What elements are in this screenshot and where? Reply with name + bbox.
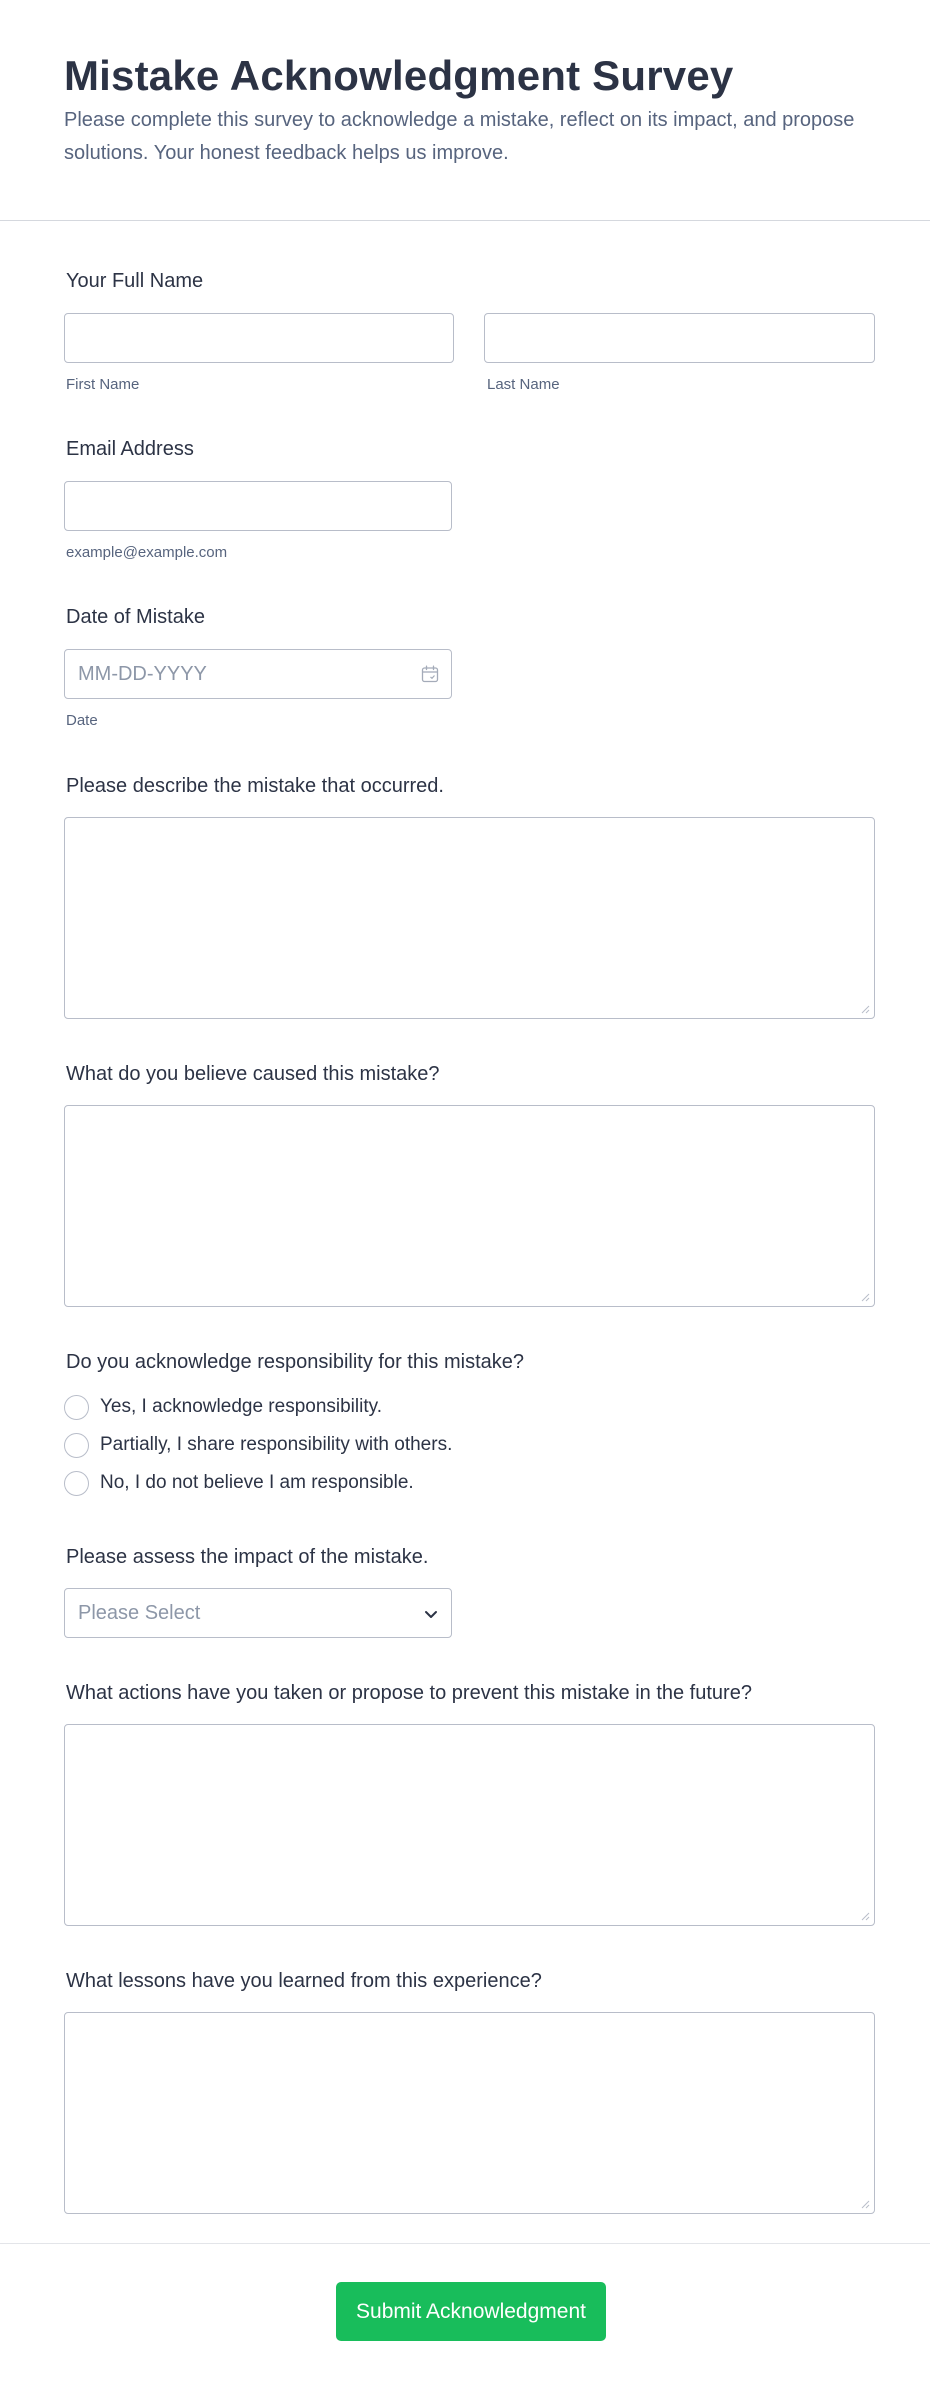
responsibility-label: Do you acknowledge responsibility for this mistake? [66, 1351, 524, 1373]
lessons-label: What lessons have you learned from this experience? [66, 1970, 542, 1992]
date-placeholder: MM-DD-YYYY [78, 663, 207, 685]
radio-button[interactable] [64, 1395, 89, 1420]
radio-option-label: No, I do not believe I am responsible. [100, 1472, 414, 1493]
last-name-sublabel: Last Name [487, 376, 560, 393]
first-name-sublabel: First Name [66, 376, 140, 393]
email-field[interactable] [64, 481, 452, 531]
radio-button[interactable] [64, 1471, 89, 1496]
actions-label: What actions have you taken or propose to prevent this mistake in the future? [66, 1682, 752, 1704]
date-sublabel: Date [66, 712, 98, 729]
cause-label: What do you believe caused this mistake? [66, 1063, 440, 1085]
radio-option-no[interactable] [64, 1470, 414, 1496]
radio-option-yes[interactable] [64, 1394, 382, 1420]
calendar-icon[interactable] [421, 665, 439, 683]
radio-option-label: Partially, I share responsibility with others. [100, 1434, 453, 1455]
resize-grip-icon[interactable] [860, 1004, 870, 1014]
impact-select[interactable] [64, 1588, 452, 1638]
chevron-down-icon [423, 1606, 439, 1622]
resize-grip-icon[interactable] [860, 2199, 870, 2209]
radio-option-label: Yes, I acknowledge responsibility. [100, 1396, 382, 1417]
describe-textarea[interactable] [64, 817, 875, 1019]
resize-grip-icon[interactable] [860, 1292, 870, 1302]
actions-textarea[interactable] [64, 1724, 875, 1926]
impact-label: Please assess the impact of the mistake. [66, 1546, 429, 1568]
form-subtitle: Please complete this survey to acknowledge a mistake, reflect on its impact, and propose solutions. Your honest feedback helps us improve. [64, 109, 855, 164]
radio-button[interactable] [64, 1433, 89, 1458]
resize-grip-icon[interactable] [860, 1911, 870, 1921]
email-label: Email Address [66, 438, 194, 460]
submit-button[interactable]: Submit Acknowledgment [336, 2282, 606, 2341]
lessons-textarea[interactable] [64, 2012, 875, 2214]
describe-label: Please describe the mistake that occurred. [66, 775, 444, 797]
first-name-input[interactable] [64, 313, 454, 363]
date-label: Date of Mistake [66, 606, 205, 628]
footer-divider [0, 2243, 930, 2244]
email-sublabel: example@example.com [66, 544, 228, 561]
date-input[interactable] [64, 649, 452, 699]
form-title: Mistake Acknowledgment Survey [64, 52, 734, 99]
radio-option-partially[interactable] [64, 1432, 452, 1458]
form-header [0, 0, 930, 221]
last-name-input[interactable] [484, 313, 875, 363]
cause-textarea[interactable] [64, 1105, 875, 1307]
impact-selected-value: Please Select [78, 1602, 201, 1624]
full-name-label: Your Full Name [66, 270, 204, 292]
